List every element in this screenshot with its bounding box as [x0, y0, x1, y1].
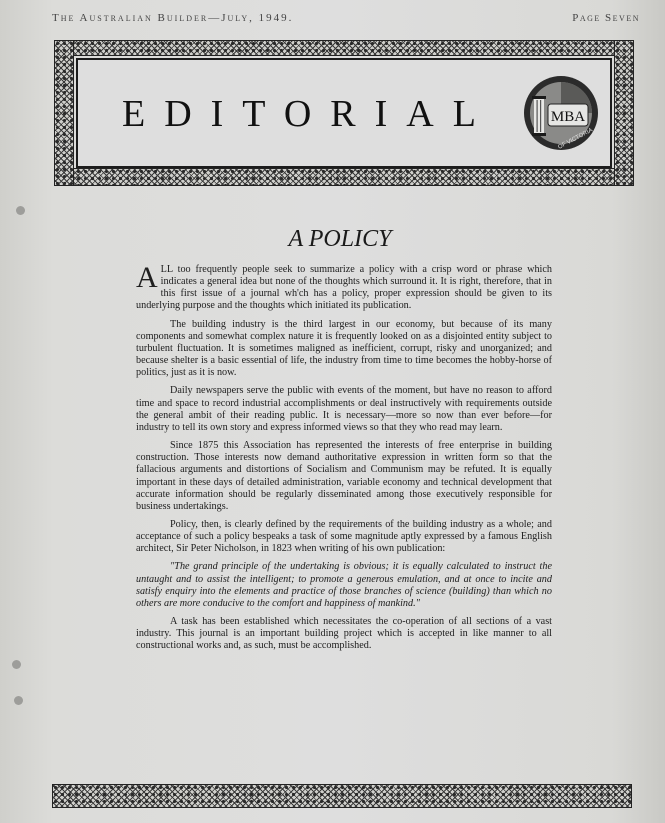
ornament-border-left [54, 40, 74, 186]
article-paragraph-3: Daily newspapers serve the public with events of the moment, but have no reason to afford time and space to record industrial accomplishments or deal instructively with requirements outside the general ambit of their reading public. It is necessary—more so now than ever before—for industry to tell its own story and express informed views so that they who read may learn. [136, 385, 552, 433]
logo-ring-text: OF VICTORIA [557, 127, 594, 151]
article-paragraph-1: ALL too frequently people seek to summarize a policy with a crisp word or phrase which indicates a general idea but none of the thoughts which surround it. It is right, therefore, that in this first issue of a journal wh'ch has a policy, proper expression should be given to its underlying purpose and the thoughts which initiated its publication. [136, 264, 552, 312]
binding-hole [14, 696, 23, 705]
ornament-border-right [614, 40, 634, 186]
article-headline: A POLICY [288, 226, 392, 252]
binding-hole [12, 660, 21, 669]
mba-logo-icon [522, 74, 600, 152]
article-paragraph-2: The building industry is the third largest in our economy, but because of its many components and somewhat complex nature it is frequently looked on as a disjointed entity subject to turbulent fluctuation. It is sometimes maligned as inefficient, corrupt, risky and unorganized; and because shelter is a basic essential of life, the industry from time to time becomes the hobby-horse of politics, just as it is now. [136, 318, 552, 379]
article-body [136, 264, 552, 754]
article-paragraph-7: A task has been established which necessitates the co-operation of all sections of a vast industry. This journal is an important building project which is accepted in like manner to all constructional works and, as such, must be accomplished. [136, 616, 552, 652]
logo-initials: MBA [550, 109, 586, 125]
running-head [52, 10, 640, 30]
article-paragraph-4: Since 1875 this Association has represented the interests of free enterprise in building construction. Those interests now demand authoritative expression in written form so that the fallacious arguments and distortions of Socialism and Communism may be refuted. It is equally important in these days of detailed administration, variable economy and technical development that accurate information should be regularly disseminated among those executively responsible for business undertakings. [136, 440, 552, 512]
publication-line: The Australian Builder—July, 1949. [52, 12, 294, 24]
editorial-title: EDITORIAL [122, 93, 495, 135]
article-paragraph-5: Policy, then, is clearly defined by the requirements of the building industry as a whole; and acceptance of such a policy bespeaks a task of some magnitude aptly expressed by a famous English architect, Sir Peter Nicholson, in 1823 when writing of his own publication: [136, 518, 552, 555]
ornament-border-footer [52, 784, 632, 808]
article-quote: "The grand principle of the undertaking is obvious; it is equally calculated to instruct the untaught and to assist the intelligent; to promote a generous emulation, and at once to incite and satisfy enquiry into the elements and practice of those branches of science (building) than which no others are more conducive to the comfort and happiness of mankind." [136, 561, 552, 609]
ornament-border-top [54, 40, 634, 56]
ornament-border-bottom [54, 168, 634, 186]
drop-cap: A [136, 264, 158, 294]
binding-hole [16, 206, 25, 215]
page-number: Page Seven [572, 12, 640, 24]
